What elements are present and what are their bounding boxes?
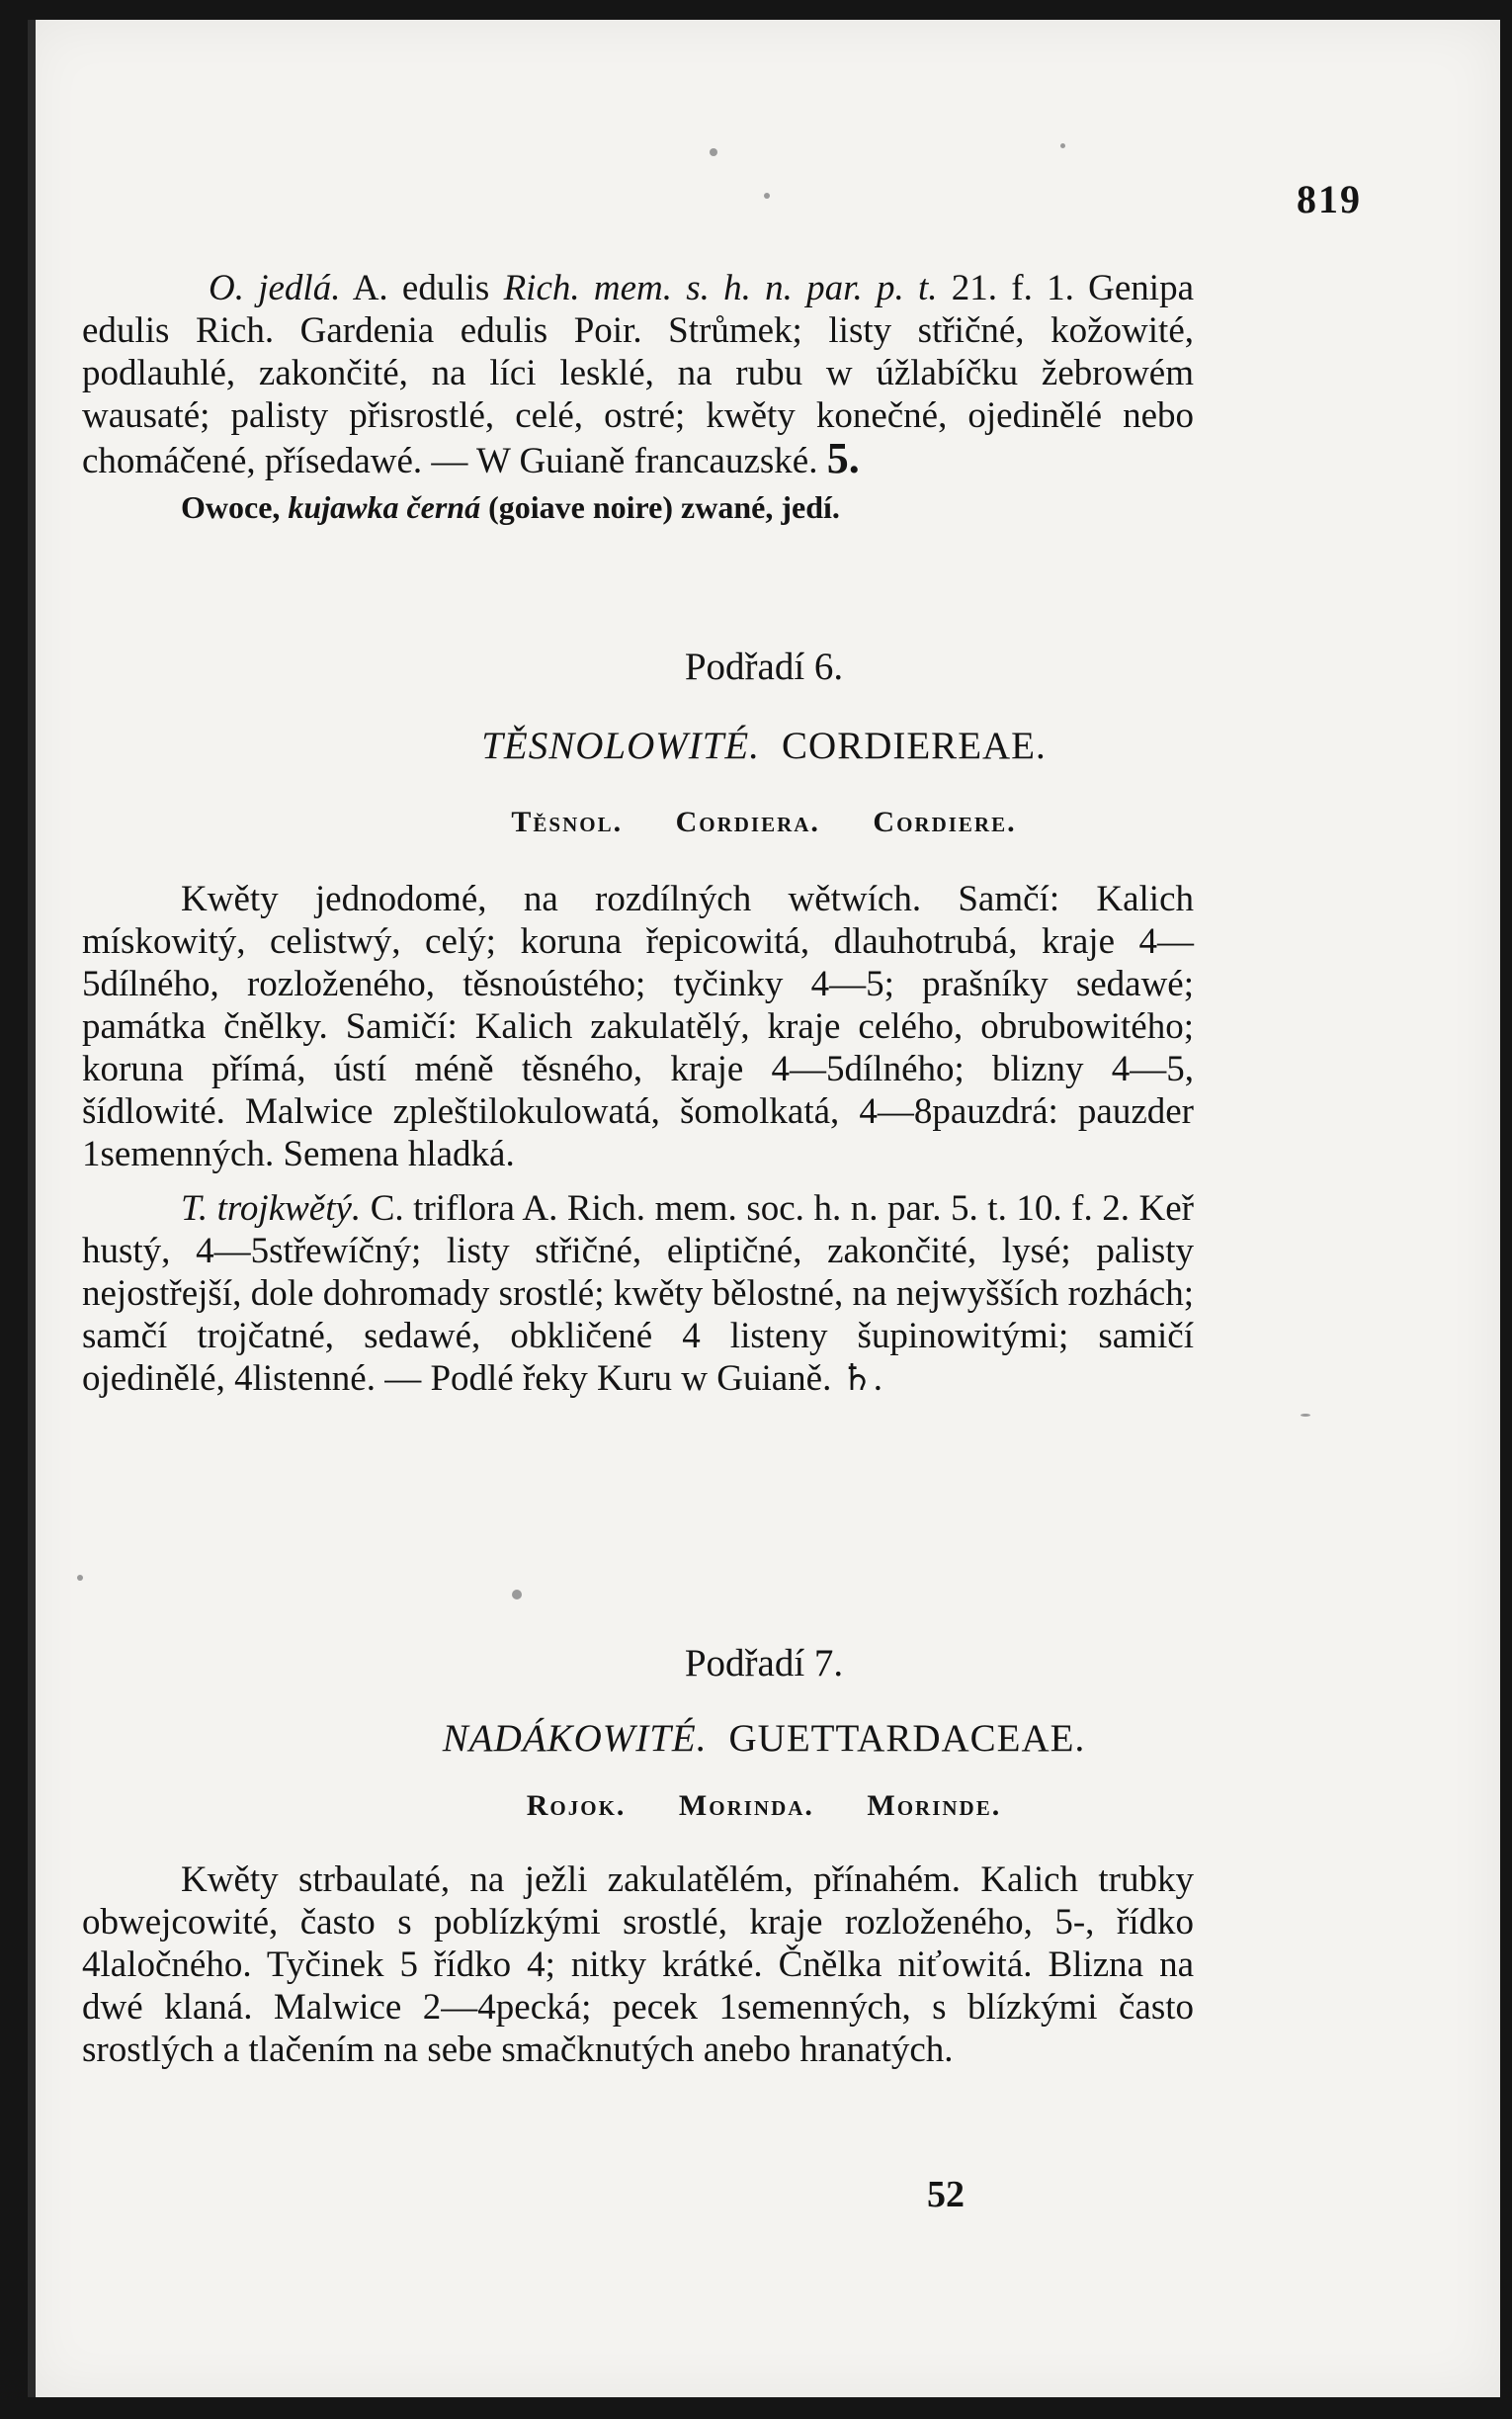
- species-entry-triflora: [82, 1187, 1194, 1400]
- species-name-jedla: O. jedlá.: [209, 268, 341, 308]
- family-name-czech: TĚSNOLOWITÉ.: [481, 725, 761, 767]
- species-text: C. triflora A. Rich. mem. soc. h. n. par. 5. t. 10. f. 2. Keř hustý, 4—5střewíčný; listy střičné, eliptičné, zakončité, lysé; palisty nejostřejší, dole dohromady srostlé; kwěty bělostné, na nejwyšších rozhách; samčí trojčatné, sedawé, obkličené 4 listeny šupinowitými; samičí ojedinělé, 4listenné. — Podlé řeky Kuru w Guianě. ♄.: [82, 1188, 1194, 1399]
- genus-czech: Těsnol.: [511, 806, 624, 838]
- genus-czech: Rojok.: [526, 1789, 627, 1822]
- scan-speck: [764, 193, 770, 199]
- description-paragraph: Kwěty strbaulaté, na ježli zakulatělém, přínahém. Kalich trubky obwejcowité, často s poblízkými srostlé, kraje rozloženého, 5-, řídko 4laločného. Tyčinek 5 řídko 4; nitky krátké. Čnělka niťowitá. Blizna na dwé klaná. Malwice 2—4pecká; pecek 1semenných, s blízkými často srostlých a tlačením na sebe smačknutých anebo hranatých.: [82, 1859, 1194, 2070]
- genus-latin: Morinda.: [678, 1789, 814, 1822]
- species-reference: Rich. mem. s. h. n. par. p. t.: [503, 268, 938, 308]
- species-description: 21. f. 1. Genipa edulis Rich. Gardenia edulis Poir. Strůmek; listy střičné, kožowité, podlauhlé, zakončité, na líci lesklé, na rubu w úžlabíčku žebrowém wausaté; palisty přisrostlé, celé, ostré; kwěty konečné, ojedinělé nebo chomáčené, přísedawé. — W Guianě francauzské.: [82, 268, 1194, 481]
- family-name-latin: GUETTARDACEAE.: [728, 1717, 1086, 1760]
- scan-speck: [1301, 1414, 1310, 1417]
- subfamily-6-title: [28, 724, 1500, 768]
- genus-line-6: [28, 806, 1500, 839]
- species-entry-edulis: [82, 267, 1194, 529]
- subfamily-6-heading: Podřadí 6.: [684, 646, 844, 688]
- fruit-name: kujawka černá: [288, 489, 481, 525]
- genus-french: Cordiere.: [873, 806, 1017, 838]
- family-name-latin: CORDIEREAE.: [782, 725, 1047, 767]
- scan-speck: [77, 1575, 83, 1581]
- description-paragraph: Kwěty jednodomé, na rozdílných wětwích. Samčí: Kalich mískowitý, celistwý, celý; koruna řepicowitá, dlauhotrubá, kraje 4—5dílného, rozloženého, těsnoústého; tyčinky 4—5; prašníky sedawé; památka čnělky. Samičí: Kalich zakulatělý, kraje celého, obrubowitého; koruna přímá, ústí méně těsného, kraje 4—5dílného; blizny 4—5, šídlowité. Malwice zpleštilokulowatá, šomolkatá, 4—8pauzdrá: pauzder 1semenných. Semena hladká.: [82, 879, 1194, 1174]
- printer-signature: 52: [927, 2174, 965, 2215]
- genus-latin: Cordiera.: [675, 806, 820, 838]
- genus-line-7: [28, 1789, 1500, 1823]
- scan-speck: [512, 1590, 522, 1599]
- binding-edge: [28, 20, 36, 2397]
- scan-speck: [710, 148, 717, 156]
- plant-symbol: 5.: [826, 434, 860, 482]
- page-number: 819: [1297, 177, 1362, 221]
- subfamily-7-title: [28, 1716, 1500, 1761]
- genus-description-7: [82, 1858, 1194, 2071]
- scan-speck: [1060, 143, 1065, 148]
- genus-description-6: [82, 878, 1194, 1400]
- genus-french: Morinde.: [867, 1789, 1002, 1822]
- subfamily-7-heading: Podřadí 7.: [684, 1642, 844, 1685]
- fruit-note: Owoce, kujawka černá (goiave noire) zwané, jedí.: [181, 489, 840, 525]
- species-name-trojkwety: T. trojkwětý.: [181, 1188, 362, 1229]
- species-latin-edulis: A. edulis: [340, 268, 504, 308]
- family-name-czech: NADÁKOWITÉ.: [442, 1717, 708, 1760]
- book-page: [28, 20, 1500, 2397]
